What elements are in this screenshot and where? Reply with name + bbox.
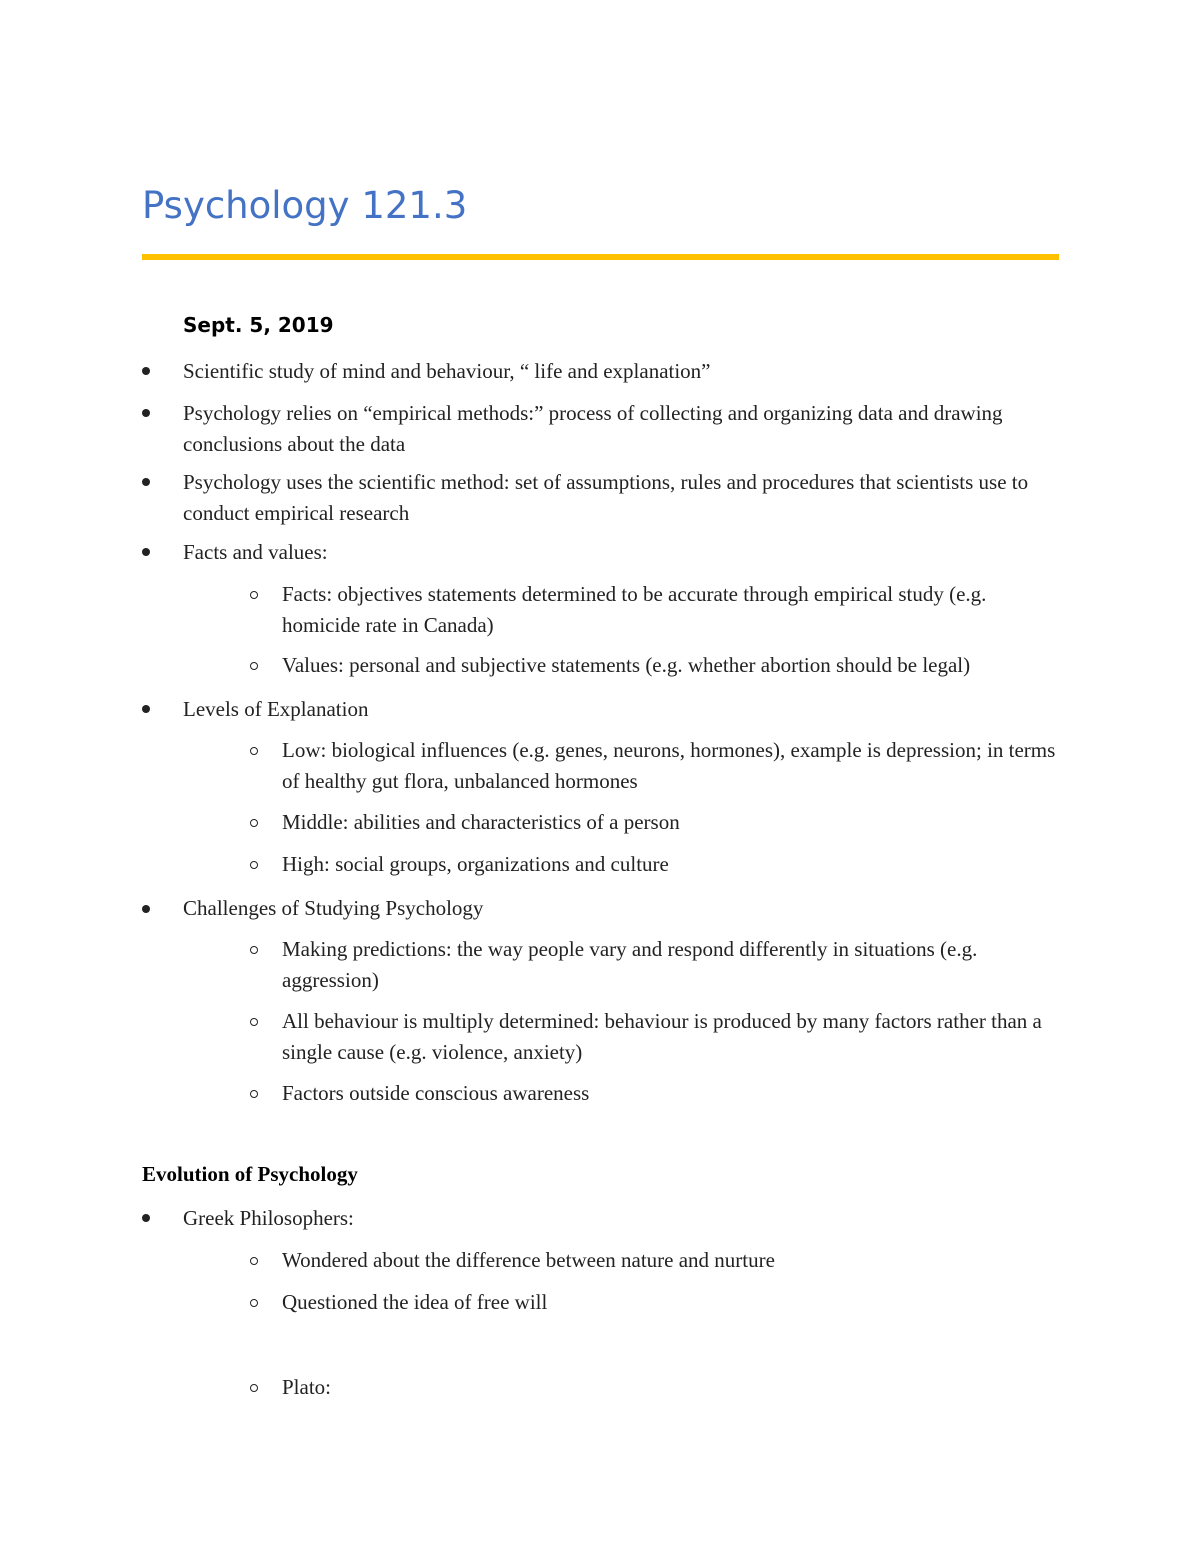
sub-list-item: Facts: objectives statements determined to be accurate through empirical study (e.g. homicide rate in Canada) <box>282 582 987 637</box>
sub-list-item: Making predictions: the way people vary and respond differently in situations (e.g. aggression) <box>282 937 978 992</box>
sub-bullet-icon <box>250 591 258 599</box>
sub-bullet-icon <box>250 1018 258 1026</box>
sub-list-item: Questioned the idea of free will <box>282 1290 548 1314</box>
sub-list-item: Values: personal and subjective statements (e.g. whether abortion should be legal) <box>282 653 971 677</box>
list-item: Levels of Explanation <box>183 697 369 721</box>
list-item: Greek Philosophers: <box>183 1206 354 1230</box>
sub-bullet-icon <box>250 1299 258 1307</box>
sub-bullet-icon <box>250 1384 258 1392</box>
page-title: Psychology 121.3 <box>142 184 468 227</box>
list-item: Psychology relies on “empirical methods:” process of collecting and organizing data and drawing conclusions about the data <box>183 401 1003 456</box>
sub-bullet-icon <box>250 747 258 755</box>
sub-list-item: All behaviour is multiply determined: behaviour is produced by many factors rather than a single cause (e.g. violence, anxiety) <box>282 1009 1042 1064</box>
bullet-icon <box>142 705 150 713</box>
sub-list-item: Plato: <box>282 1375 332 1399</box>
sub-bullet-icon <box>250 946 258 954</box>
date-heading: Sept. 5, 2019 <box>183 313 334 337</box>
sub-bullet-icon <box>250 662 258 670</box>
bullet-icon <box>142 478 150 486</box>
list-item: Scientific study of mind and behaviour, “ life and explanation” <box>183 359 711 383</box>
list-item: Challenges of Studying Psychology <box>183 896 484 920</box>
sub-bullet-icon <box>250 861 258 869</box>
section-heading: Evolution of Psychology <box>142 1162 358 1186</box>
bullet-icon <box>142 905 150 913</box>
sub-bullet-icon <box>250 1257 258 1265</box>
sub-list-item: Factors outside conscious awareness <box>282 1081 590 1105</box>
sub-list-item: Middle: abilities and characteristics of a person <box>282 810 680 834</box>
list-item: Psychology uses the scientific method: set of assumptions, rules and procedures that scientists use to conduct empirical research <box>183 470 1029 525</box>
bullet-icon <box>142 1214 150 1222</box>
sub-list-item: High: social groups, organizations and culture <box>282 852 669 876</box>
sub-list-item: Wondered about the difference between nature and nurture <box>282 1248 775 1272</box>
sub-bullet-icon <box>250 819 258 827</box>
bullet-icon <box>142 409 150 417</box>
bullet-icon <box>142 548 150 556</box>
list-item: Facts and values: <box>183 540 328 564</box>
sub-list-item: Low: biological influences (e.g. genes, neurons, hormones), example is depression; in terms of healthy gut flora, unbalanced hormones <box>282 738 1056 793</box>
title-underline <box>142 254 1059 260</box>
bullet-icon <box>142 367 150 375</box>
sub-bullet-icon <box>250 1090 258 1098</box>
